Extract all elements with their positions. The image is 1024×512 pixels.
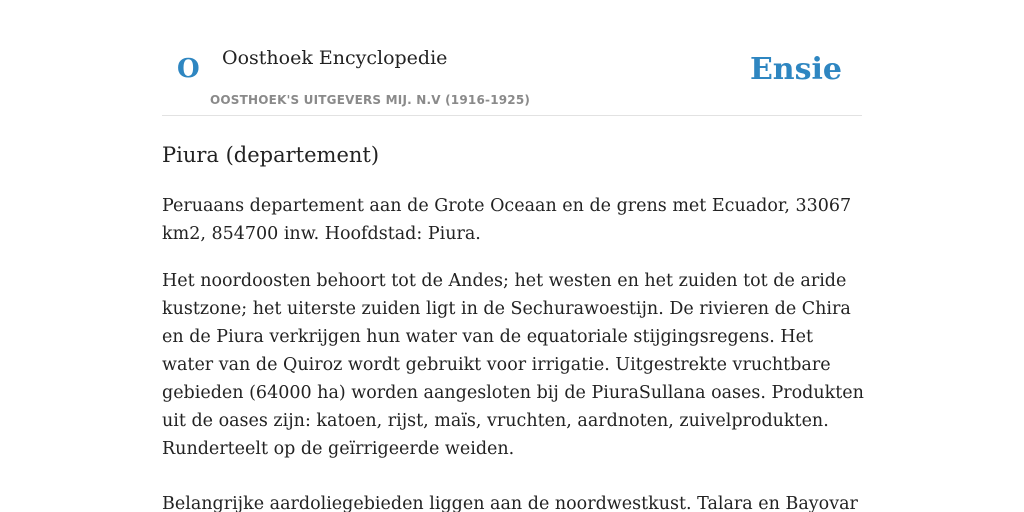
site-title[interactable]: Oosthoek Encyclopedie [222, 47, 448, 69]
article-paragraph-3: Belangrijke aardoliegebieden liggen aan de noordwestkust. Talara en Bayovar [162, 494, 858, 512]
article-title: Piura (departement) [162, 143, 380, 167]
article-paragraph-1: Peruaans departement aan de Grote Oceaan en de grens met Ecuador, 33067 km2, 854700 inw. Hoofdstad: Piura. [162, 196, 852, 244]
brand-logo[interactable]: Ensie [749, 52, 842, 87]
site-header [162, 36, 862, 116]
publisher-label: OOSTHOEK'S UITGEVERS MIJ. N.V (1916-1925) [210, 93, 531, 107]
article-paragraph-2: Het noordoosten behoort tot de Andes; het westen en het zuiden tot de aride kustzone; het uiterste zuiden ligt in de Sechurawoestijn. De rivieren de Chira en de Piura verkrijgen hun water van de equatoriale stijgingsregens. Het water van de Quiroz wordt gebruikt voor irrigatie. Uitgestrekte vruchtbare gebieden (64000 ha) worden aangesloten bij de PiuraSullana oases. Produkten uit de oases zijn: katoen, rijst, maïs, vruchten, aardnoten, zuivelprodukten. Runderteelt op de geïrrigeerde weiden. [162, 271, 864, 459]
logo-letter[interactable]: O [177, 54, 200, 84]
